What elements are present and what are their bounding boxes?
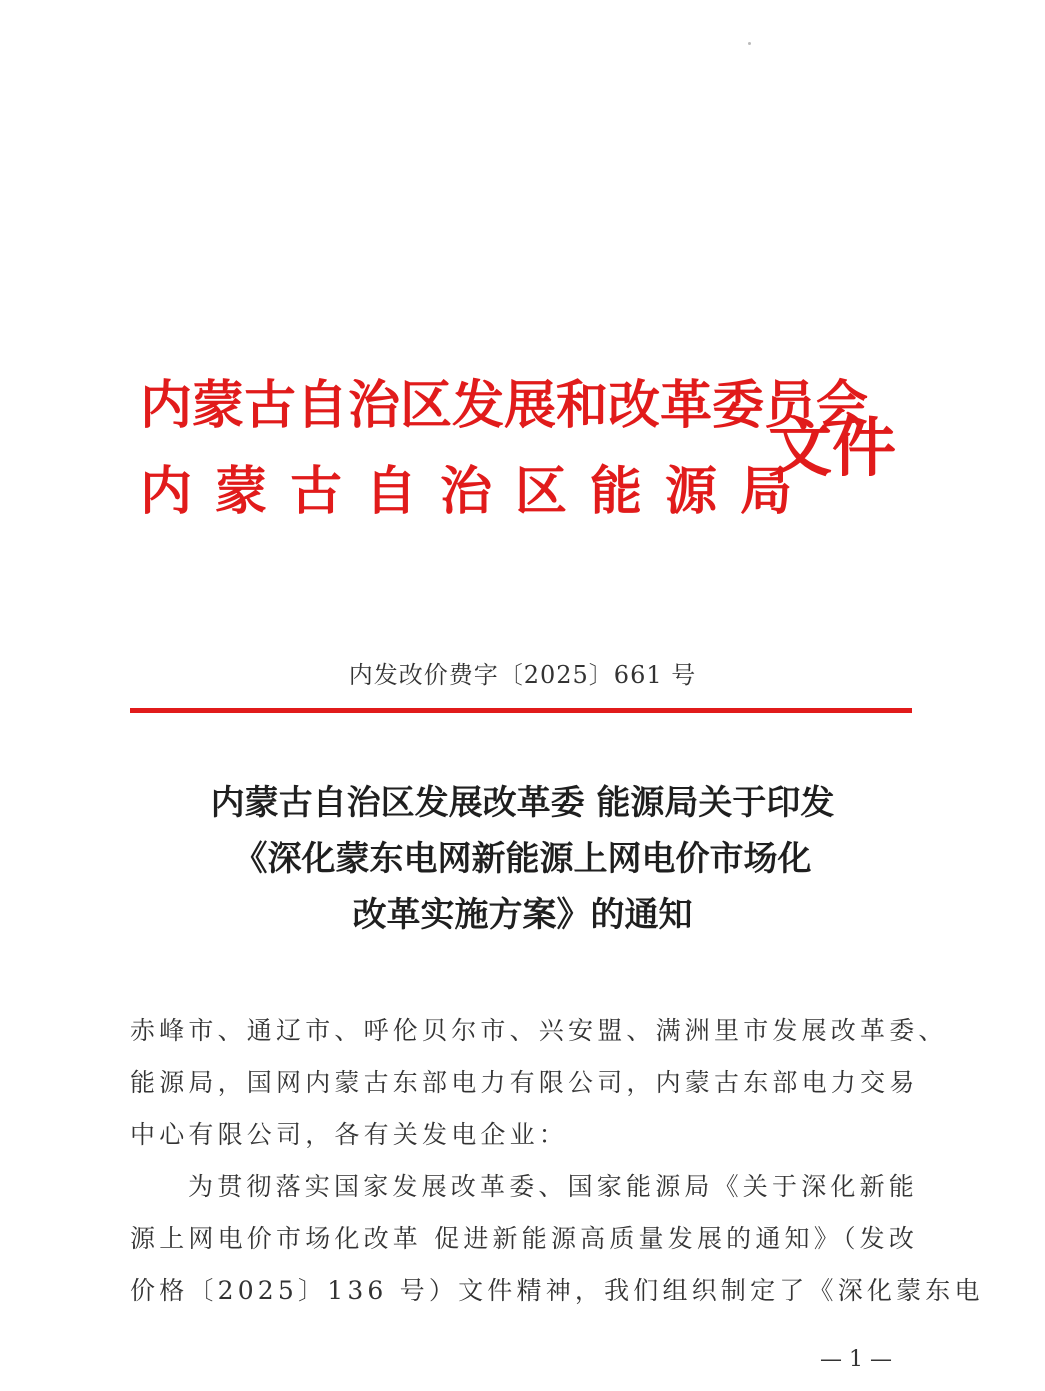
scan-speck: [748, 42, 751, 45]
document-number: 内发改价费字〔2025〕661 号: [348, 661, 697, 689]
body-line: 源上网电价市场化改革 促进新能源高质量发展的通知》（发改: [130, 1224, 919, 1253]
body-line: 价格〔2025〕136 号）文件精神，我们组织制定了《深化蒙东电: [130, 1276, 984, 1305]
title-line-2: 《深化蒙东电网新能源上网电价市场化: [233, 839, 812, 879]
body-line: 为贯彻落实国家发展改革委、国家能源局《关于深化新能: [188, 1172, 919, 1201]
issuer-line-1: 内蒙古自治区发展和改革委员会: [140, 376, 869, 436]
page-number: — 1 —: [820, 1347, 892, 1372]
document-title: [0, 775, 1045, 943]
title-line-1: 内蒙古自治区发展改革委 能源局关于印发: [210, 783, 835, 823]
title-line-3: 改革实施方案》的通知: [352, 895, 693, 935]
body-line: 中心有限公司，各有关发电企业：: [130, 1120, 569, 1149]
body-line: 能源局，国网内蒙古东部电力有限公司，内蒙古东部电力交易: [130, 1068, 919, 1097]
red-header: [140, 370, 900, 530]
document-type-label: 文件: [768, 412, 896, 486]
document-body: [130, 1005, 984, 1317]
body-line: 赤峰市、通辽市、呼伦贝尔市、兴安盟、满洲里市发展改革委、: [130, 1016, 948, 1045]
red-divider: [130, 708, 912, 713]
issuer-line-2: 内蒙古自治区能源局: [140, 462, 816, 522]
